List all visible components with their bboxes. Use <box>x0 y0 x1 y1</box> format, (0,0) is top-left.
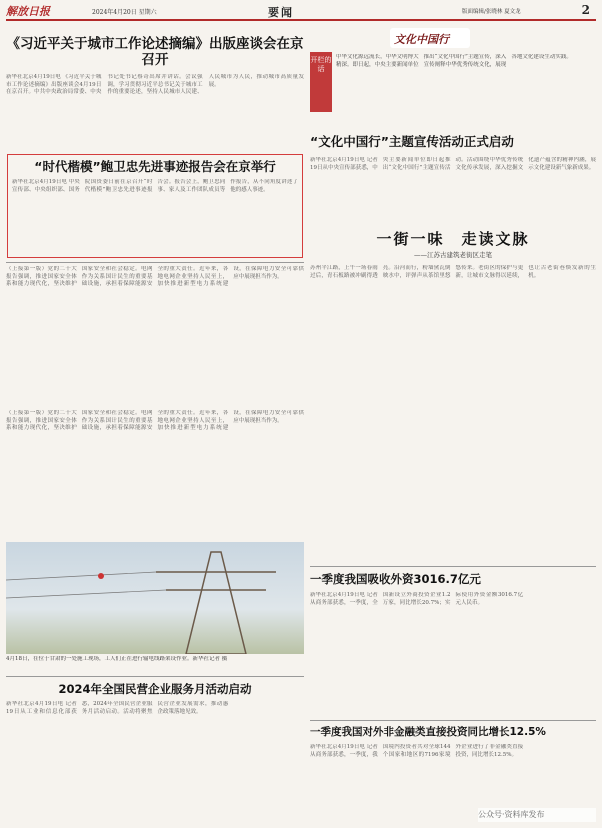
banner-body: 中华文化源远流长，中华文明博大精深。即日起，中央主要新闻单位推出“文化中国行”主题宣传，深入宣传阐释中华优秀传统文化，展现各地文化建设生动实践。 <box>336 54 572 68</box>
photo-caption: 4月18日，在位于甘肃的一处施工现场，工人们正在进行输电线路架设作业。新华社记者 摄 <box>6 656 228 662</box>
culture-banner <box>310 28 596 128</box>
news-photo <box>6 542 304 654</box>
article-private-enterprise <box>6 682 304 821</box>
section-title: 要闻 <box>268 6 294 19</box>
body-private-enterprise: 新华社北京4月19日电 记者19日从工业和信息化部获悉，2024年全国民营企业服务月活动启动。活动将聚焦民营企业发展需求，推动惠企政策落地见效。 <box>6 701 229 715</box>
divider <box>6 262 304 263</box>
banner-logo-box <box>390 28 470 48</box>
headline-odi: 一季度我国对外非金融类直接投资同比增长12.5% <box>310 726 546 738</box>
masthead <box>6 3 596 21</box>
body-main-story: （上接第一版）党的二十大报告强调，推进国家安全体系和能力现代化，坚决维护国家安全和社会稳定。电网作为关系国计民生的重要基础设施，承担着保障能源安全的重大责任。近年来，各地电网企业坚持人民至上，加快推进新型电力系统建设，在保障电力安全可靠供应中展现担当作为。 <box>6 266 304 288</box>
headline-shidai-kaimo: “时代楷模”鲍卫忠先进事迹报告会在京举行 <box>34 159 276 174</box>
headline-fdi: 一季度我国吸收外资3016.7亿元 <box>310 572 481 586</box>
issue-date: 2024年4月20日 星期六 <box>92 9 157 16</box>
headline-street: 一街一味 走读文脉 <box>376 230 530 248</box>
page-number: 2 <box>581 3 590 17</box>
body-main-story-cont: （上接第一版）党的二十大报告强调，推进国家安全体系和能力现代化，坚决维护国家安全和社会稳定。电网作为关系国计民生的重要基础设施，承担着保障能源安全的重大责任。近年来，各地电网企业坚持人民至上，加快推进新型电力系统建设，在保障电力安全可靠供应中展现担当作为。 <box>6 410 304 432</box>
headline-private-enterprise: 2024年全国民营企业服务月活动启动 <box>58 682 252 696</box>
body-fdi: 新华社北京4月19日电 记者从商务部获悉，一季度，全国新设立外商投资企业1.2万家，同比增长20.7%；实际使用外资金额3016.7亿元人民币。 <box>310 592 524 606</box>
article-culture-launch <box>310 134 596 245</box>
headline-culture-launch: “文化中国行”主题宣传活动正式启动 <box>310 134 514 149</box>
article-street <box>310 230 596 565</box>
transmission-tower-icon <box>6 542 304 654</box>
subhead-street: ——江苏古建筑老街区走笔 <box>414 251 492 259</box>
divider <box>310 566 596 567</box>
divider <box>6 676 304 677</box>
culture-logo: 文化中国行 <box>394 33 449 46</box>
article-fdi <box>310 572 596 732</box>
watermark <box>478 808 596 822</box>
body-xi-book: 新华社北京4月19日电 《习近平关于城市工作论述摘编》出版座谈会4月19日在京召开。中共中央政治局常委、中央书记处书记蔡奇出席并讲话。会议强调，学习贯彻习近平总书记关于城市工作的重要论述，坚持人民城市人民建、人民城市为人民，推动城市高质量发展。 <box>6 74 304 96</box>
page-editor: 版面编辑/张晓林 夏文龙 <box>462 9 521 15</box>
newspaper-logo: 解放日报 <box>6 5 50 18</box>
body-shidai-kaimo: 新华社北京4月19日电 中央宣传部、中央组织部、国务院国资委日前在京召开“时代楷模”鲍卫忠先进事迹报告会。报告会上，鲍卫忠同事、家人及工作团队成员等作报告，从不同角度讲述了他的感人事迹。 <box>12 179 298 193</box>
divider <box>310 720 596 721</box>
headline-xi-book: 《习近平关于城市工作论述摘编》出版座谈会在京召开 <box>6 36 304 68</box>
watermark-text: 公众号·资料库发布 <box>478 810 545 819</box>
body-street: 苏州平江路，上午一场春雨过后，青石板路被冲刷得透亮。沿河而行，粉墙黛瓦倒映水中，评弹声从茶馆里悠悠传来。老街区的保护与更新，让城市文脉得以延续，也让古老街巷焕发新的生机。 <box>310 265 596 279</box>
body-culture-launch: 新华社北京4月19日电 记者19日从中央宣传部获悉，中央主要新闻单位即日起推出“文化中国行”主题宣传活动。活动围绕中华优秀传统文化传承发展，深入挖掘文化遗产蕴含的精神内涵，展示文化建设新气象新成果。 <box>310 157 596 171</box>
banner-tag: 开栏的话 <box>310 52 332 112</box>
article-shidai-kaimo <box>7 154 303 258</box>
article-xi-book <box>6 36 304 160</box>
body-odi: 新华社北京4月19日电 记者从商务部获悉，一季度，我国境内投资者共对全球144个国家和地区的7196家境外企业进行了非金融类直接投资，同比增长12.5%。 <box>310 744 524 758</box>
